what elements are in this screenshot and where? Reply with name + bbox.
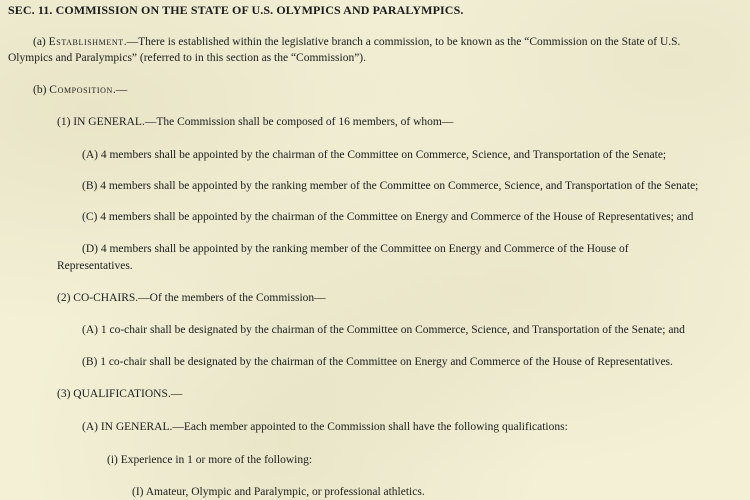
subparagraph-2a: (A) 1 co-chair shall be designated by the chairman of the Committee on Commerce, Science, and Transportation of the Senate; and	[82, 324, 685, 336]
subparagraph-1a: (A) 4 members shall be appointed by the chairman of the Committee on Commerce, Science, and Transportation of the Senate;	[82, 149, 667, 161]
subsection-a-text-line2: Olympics and Paralympics” (referred to in this section as the “Commission”).	[8, 52, 367, 64]
paragraph-2-text: —Of the members of the Commission—	[138, 292, 326, 304]
paragraph-1-text: —The Commission shall be composed of 16 members, of whom—	[144, 116, 454, 128]
paragraph-3-label: (3) QUALIFICATIONS.	[57, 388, 171, 400]
subparagraph-3a	[82, 419, 568, 435]
subparagraph-1c: (C) 4 members shall be appointed by the chairman of the Committee on Energy and Commerce of the House of Representatives; and	[82, 211, 694, 223]
paragraph-1-label: (1) IN GENERAL.	[57, 116, 145, 128]
subsection-b-heading	[33, 82, 127, 98]
subsection-a-term: Establishment	[48, 36, 124, 48]
subparagraph-2b: (B) 1 co-chair shall be designated by the chairman of the Committee on Energy and Commerce of the House of Representatives.	[82, 356, 673, 368]
subsection-a-dash: .—	[123, 36, 139, 48]
subsection-a-line1	[33, 34, 680, 50]
paragraph-1	[57, 114, 453, 130]
subsection-a-enum: (a)	[33, 36, 46, 48]
clause-i: (i) Experience in 1 or more of the following:	[107, 454, 313, 466]
subsection-b-term: Composition	[49, 84, 113, 96]
subparagraph-3a-label: (A) IN GENERAL.	[82, 421, 173, 433]
paragraph-3-text: —	[170, 388, 183, 400]
subsection-a-text-line1: There is established within the legislative branch a commission, to be known as the “Commission on the State of U.S.	[138, 36, 681, 48]
subsection-b-enum: (b)	[33, 84, 47, 96]
subparagraph-1b: (B) 4 members shall be appointed by the ranking member of the Committee on Commerce, Science, and Transportation of the Senate;	[82, 180, 699, 192]
paragraph-2-label: (2) CO-CHAIRS.	[57, 292, 139, 304]
paragraph-3	[57, 386, 182, 402]
subparagraph-1d-continuation: Representatives.	[57, 260, 133, 272]
subsection-b-dash: .—	[112, 84, 128, 96]
subparagraph-1d: (D) 4 members shall be appointed by the ranking member of the Committee on Energy and Commerce of the House of	[82, 243, 629, 255]
section-heading: SEC. 11. COMMISSION ON THE STATE OF U.S. OLYMPICS AND PARALYMPICS.	[8, 3, 464, 17]
subparagraph-3a-text: —Each member appointed to the Commission shall have the following qualifications:	[172, 421, 568, 433]
subclause-I: (I) Amateur, Olympic and Paralympic, or professional athletics.	[132, 486, 425, 498]
paragraph-2	[57, 290, 326, 306]
